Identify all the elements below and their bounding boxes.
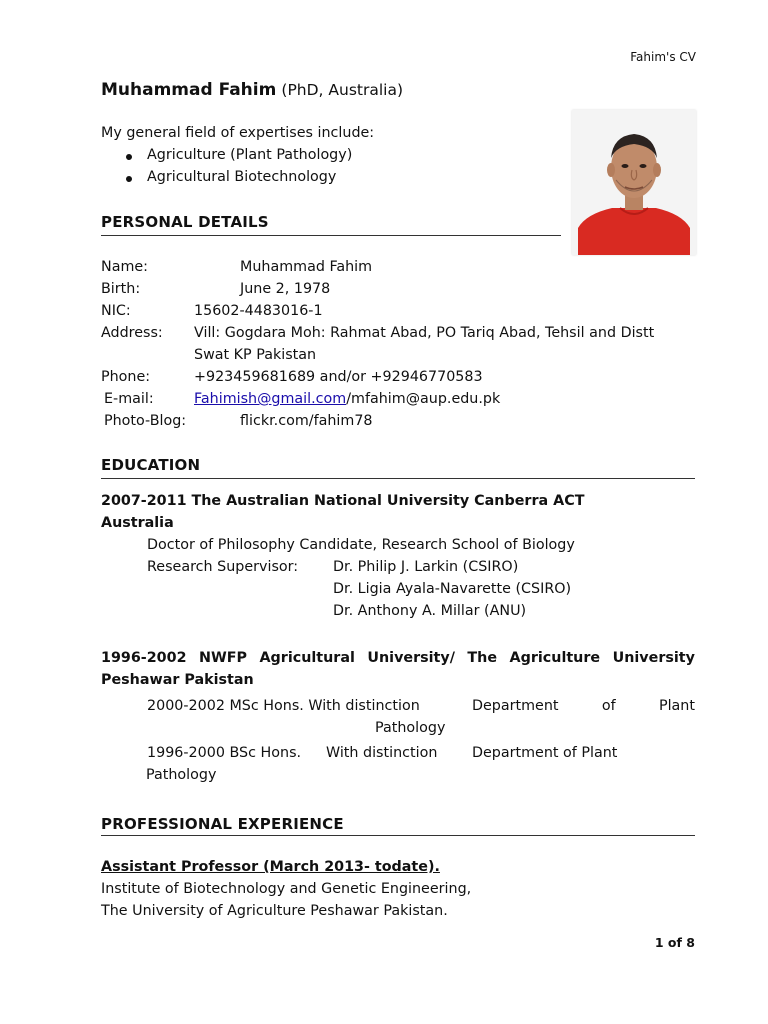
- dept-word: Department: [472, 698, 559, 714]
- section-heading-experience: PROFESSIONAL EXPERIENCE: [101, 815, 344, 833]
- job-title: Assistant Professor (March 2013- todate).: [101, 859, 440, 875]
- dept-word: Plant: [658, 698, 695, 714]
- running-header: Fahim's CV: [630, 50, 696, 64]
- msc-degree: 2000-2002 MSc Hons. With distinction: [147, 698, 420, 714]
- anu-heading-line-1: 2007-2011 The Australian National University Canberra ACT: [101, 493, 585, 509]
- name-label: Name:: [101, 259, 148, 275]
- portrait-image: [572, 110, 696, 255]
- supervisor-item: Dr. Anthony A. Millar (ANU): [333, 603, 527, 619]
- credentials: (PhD, Australia): [281, 81, 404, 99]
- heading-word: Agriculture: [509, 650, 601, 666]
- supervisor-item: Dr. Ligia Ayala-Navarette (CSIRO): [333, 581, 572, 597]
- section-heading-personal: PERSONAL DETAILS: [101, 213, 269, 231]
- expertise-item: Agriculture (Plant Pathology): [147, 147, 353, 163]
- bsc-department-cont: Pathology: [146, 767, 217, 783]
- address-line-1: Vill: Gogdara Moh: Rahmat Abad, PO Tariq Abad, Tehsil and Distt: [194, 325, 655, 341]
- bsc-distinction: With distinction: [326, 745, 438, 761]
- full-name: Muhammad Fahim: [101, 80, 277, 100]
- email-link[interactable]: Fahimish@gmail.com: [194, 391, 347, 407]
- section-rule: [101, 835, 695, 836]
- section-heading-education: EDUCATION: [101, 456, 201, 474]
- bullet-dot: [126, 154, 132, 160]
- supervisor-label: Research Supervisor:: [147, 559, 299, 575]
- bullet-dot: [126, 176, 132, 182]
- anu-degree: Doctor of Philosophy Candidate, Research School of Biology: [147, 537, 575, 553]
- intro-text: My general field of expertises include:: [101, 125, 375, 141]
- heading-word: Agricultural: [259, 650, 355, 666]
- dept-word: of: [601, 698, 616, 714]
- birth-value: June 2, 1978: [240, 281, 331, 297]
- profile-photo: [572, 110, 696, 255]
- heading-word: University: [612, 650, 695, 666]
- bsc-department: Department of Plant: [472, 745, 618, 761]
- email-value: [194, 391, 500, 407]
- heading-word: 1996-2002: [101, 650, 187, 666]
- nwfp-heading-line-2: Peshawar Pakistan: [101, 672, 254, 688]
- msc-department-cont: Pathology: [375, 720, 446, 736]
- email-alt: /mfahim@aup.edu.pk: [346, 391, 501, 407]
- nic-label: NIC:: [101, 303, 131, 319]
- section-rule: [101, 235, 561, 236]
- blog-value: flickr.com/fahim78: [240, 413, 373, 429]
- name-value: Muhammad Fahim: [240, 259, 373, 275]
- address-line-2: Swat KP Pakistan: [194, 347, 317, 363]
- nwfp-heading-line-1: [101, 650, 695, 666]
- heading-word: University/: [367, 650, 455, 666]
- phone-value: +923459681689 and/or +92946770583: [194, 369, 483, 385]
- birth-label: Birth:: [101, 281, 141, 297]
- heading-word: The: [467, 650, 498, 666]
- nic-value: 15602-4483016-1: [194, 303, 323, 319]
- anu-heading-line-2: Australia: [101, 515, 174, 531]
- blog-label: Photo-Blog:: [104, 413, 187, 429]
- heading-word: NWFP: [199, 650, 247, 666]
- email-label: E-mail:: [104, 391, 154, 407]
- page-number: 1 of 8: [654, 935, 695, 950]
- bsc-degree: 1996-2000 BSc Hons.: [147, 745, 302, 761]
- supervisor-item: Dr. Philip J. Larkin (CSIRO): [333, 559, 519, 575]
- msc-department: [472, 698, 695, 714]
- page-title: [101, 80, 403, 100]
- phone-label: Phone:: [101, 369, 151, 385]
- org-line-2: The University of Agriculture Peshawar Pakistan.: [101, 903, 448, 919]
- section-rule: [101, 478, 695, 479]
- expertise-item: Agricultural Biotechnology: [147, 169, 337, 185]
- org-line-1: Institute of Biotechnology and Genetic Engineering,: [101, 881, 472, 897]
- address-label: Address:: [101, 325, 163, 341]
